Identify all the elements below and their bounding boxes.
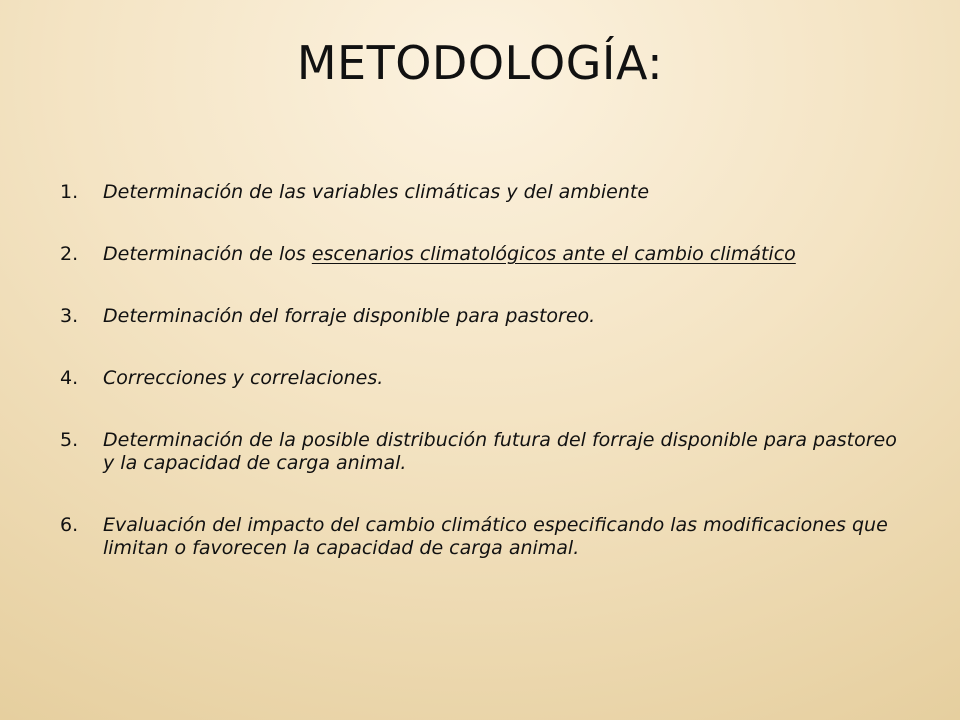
item-number: 5. [60,429,79,451]
list-item-4 [60,367,910,390]
item-text: Evaluación del impacto del cambio climático especificando las modificaciones que limitan o favorecen la capacidad de carga animal. [103,514,888,559]
item-text: Determinación de la posible distribución futura del forraje disponible para pastoreo y la capacidad de carga animal. [103,429,897,474]
item-text: Correcciones y correlaciones. [103,367,384,389]
item-text: Determinación de las variables climáticas y del ambiente [103,181,650,203]
item-number: 2. [60,243,79,265]
methodology-list [60,181,910,599]
item-text [103,243,910,266]
list-item-6 [60,514,910,560]
list-item-2 [60,243,910,266]
item-text-underlined: escenarios climatológicos ante el cambio climático [311,243,796,265]
item-number: 6. [60,514,79,536]
item-text: Determinación del forraje disponible para pastoreo. [103,305,596,327]
item-number: 3. [60,305,79,327]
slide-title: METODOLOGÍA: [296,36,664,90]
item-number: 4. [60,367,79,389]
list-item-1 [60,181,910,204]
list-item-3 [60,305,910,328]
item-number: 1. [60,181,79,203]
list-item-5 [60,429,910,475]
item-text-plain: Determinación de los [103,243,312,265]
